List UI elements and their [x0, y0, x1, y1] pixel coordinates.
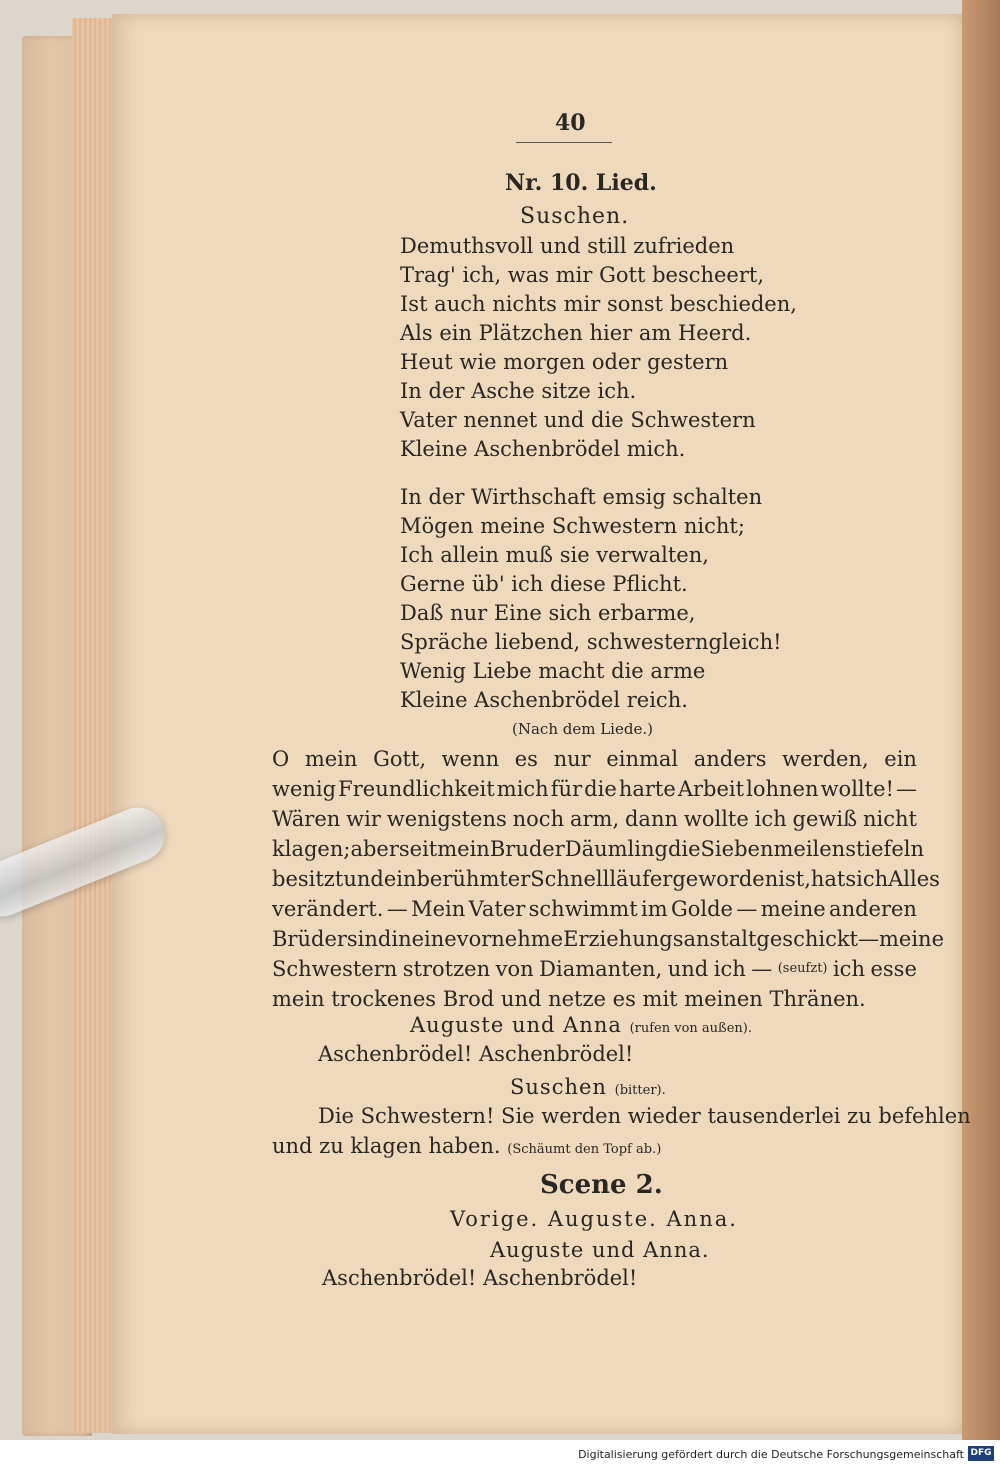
- verse-line: Kleine Aschenbrödel reich.: [400, 688, 688, 712]
- monologue-word: (seufzt): [777, 961, 828, 976]
- monologue-word: Gott,: [373, 747, 427, 771]
- monologue-word: esse: [870, 957, 917, 981]
- dfg-logo-icon: DFG: [968, 1446, 994, 1461]
- monologue-word: strotzen: [402, 957, 491, 981]
- monologue-word: Freundlichkeit: [338, 777, 495, 801]
- monologue-word: mein trockenes Brod und netze es mit meinen Thränen.: [272, 987, 866, 1011]
- cast-line: Vorige. Auguste. Anna.: [450, 1207, 738, 1231]
- monologue-word: klagen;: [272, 837, 351, 861]
- monologue-word: —: [751, 957, 773, 981]
- monologue-word: meine: [879, 927, 945, 951]
- monologue-word: sich: [845, 867, 889, 891]
- book-right-edge: [962, 0, 1000, 1440]
- verse-line: Daß nur Eine sich erbarme,: [400, 601, 696, 625]
- stage-direction: (bitter).: [614, 1083, 666, 1098]
- monologue-word: schwimmt: [528, 897, 638, 921]
- monologue-line: [272, 894, 917, 924]
- monologue-word: meine: [760, 897, 826, 921]
- shout-line-2: Aschenbrödel! Aschenbrödel!: [322, 1266, 638, 1290]
- monologue-word: im: [641, 897, 668, 921]
- monologue-word: Mein: [411, 897, 466, 921]
- monologue-word: ich: [713, 957, 746, 981]
- speaker-name: Auguste und Anna: [410, 1013, 622, 1037]
- monologue-word: von: [495, 957, 534, 981]
- monologue-word: —: [896, 777, 917, 801]
- monologue-word: ich: [754, 807, 787, 831]
- monologue-word: lohnen: [746, 777, 819, 801]
- monologue-line: [272, 924, 945, 954]
- monologue-word: ein: [884, 747, 917, 771]
- scene-title: Scene 2.: [540, 1170, 663, 1200]
- monologue-word: und: [343, 867, 384, 891]
- monologue-word: Arbeit: [677, 777, 745, 801]
- speaker-name: Suschen: [510, 1075, 607, 1099]
- monologue-word: es: [514, 747, 538, 771]
- monologue-line: [272, 744, 917, 774]
- monologue-word: geschickt: [756, 927, 858, 951]
- monologue-word: nur: [553, 747, 591, 771]
- reply-line-2: [272, 1134, 661, 1158]
- verse-1: [400, 232, 797, 464]
- monologue-word: Golde: [670, 897, 733, 921]
- monologue-word: wenn: [441, 747, 500, 771]
- monologue-word: Vater: [468, 897, 526, 921]
- reply-line-1: Die Schwestern! Sie werden wieder tausenderlei zu befehlen: [318, 1104, 971, 1128]
- monologue-line: [272, 954, 917, 984]
- page-number-rule: [516, 142, 612, 143]
- monologue-word: gewiß: [792, 807, 858, 831]
- monologue-word: vornehme: [456, 927, 564, 951]
- monologue-line: [272, 804, 917, 834]
- song-title: Nr. 10. Lied.: [505, 170, 657, 196]
- monologue-word: geworden: [672, 867, 779, 891]
- monologue-word: ist,: [778, 867, 811, 891]
- reply-text: und zu klagen haben.: [272, 1134, 501, 1158]
- page-number: 40: [555, 110, 586, 136]
- monologue-word: harte: [618, 777, 676, 801]
- verse-2: [400, 483, 782, 715]
- monologue-word: O: [272, 747, 290, 771]
- stage-direction: (Schäumt den Topf ab.): [507, 1142, 662, 1157]
- monologue-word: Schnellläufer: [530, 867, 673, 891]
- monologue-word: anderen: [829, 897, 917, 921]
- monologue-word: aber: [350, 837, 399, 861]
- monologue-word: dann: [624, 807, 678, 831]
- monologue-word: wollte: [683, 807, 749, 831]
- monologue-word: eine: [411, 927, 457, 951]
- monologue-line: [272, 864, 940, 894]
- monologue-word: Wären: [272, 807, 341, 831]
- speaker-suschen: Suschen.: [520, 204, 630, 229]
- verse-line: Wenig Liebe macht die arme: [400, 659, 706, 683]
- monologue-word: die: [667, 837, 701, 861]
- monologue-word: ich: [832, 957, 865, 981]
- stage-direction: (rufen von außen).: [629, 1021, 752, 1036]
- verse-line: In der Asche sitze ich.: [400, 379, 637, 403]
- verse-line: In der Wirthschaft emsig schalten: [400, 485, 763, 509]
- monologue-word: Diamanten,: [539, 957, 663, 981]
- monologue-word: anders: [693, 747, 767, 771]
- verse-line: Heut wie morgen oder gestern: [400, 350, 729, 374]
- monologue-word: hat: [810, 867, 846, 891]
- verse-line: Demuthsvoll und still zufrieden: [400, 234, 735, 258]
- monologue-word: für: [550, 777, 583, 801]
- monologue-word: noch: [512, 807, 565, 831]
- monologue: [272, 744, 945, 1014]
- verse-line: Spräche liebend, schwesterngleich!: [400, 630, 782, 654]
- monologue-word: Siebenmeilenstiefeln: [700, 837, 924, 861]
- verse-line: Gerne üb' ich diese Pflicht.: [400, 572, 688, 596]
- verse-line: Vater nennet und die Schwestern: [400, 408, 756, 432]
- monologue-word: sind: [346, 927, 392, 951]
- monologue-word: Brüder: [272, 927, 347, 951]
- monologue-word: und: [667, 957, 709, 981]
- monologue-word: wenig: [272, 777, 337, 801]
- verse-line: Ich allein muß sie verwalten,: [400, 543, 709, 567]
- monologue-word: mein: [437, 837, 490, 861]
- speaker-auguste-anna-2: Auguste und Anna.: [490, 1238, 710, 1262]
- verse-line: Ist auch nichts mir sonst beschieden,: [400, 292, 797, 316]
- shout-line: Aschenbrödel! Aschenbrödel!: [318, 1042, 634, 1066]
- monologue-word: wollte!: [820, 777, 894, 801]
- monologue-line: [272, 834, 924, 864]
- verse-line: Kleine Aschenbrödel mich.: [400, 437, 686, 461]
- monologue-word: seit: [398, 837, 438, 861]
- stage-direction-after-song: (Nach dem Liede.): [512, 720, 653, 738]
- monologue-word: die: [584, 777, 617, 801]
- monologue-word: —: [736, 897, 758, 921]
- monologue-word: in: [391, 927, 412, 951]
- verse-line: Mögen meine Schwestern nicht;: [400, 514, 745, 538]
- monologue-word: Schwestern: [272, 957, 398, 981]
- monologue-word: wenigstens: [386, 807, 507, 831]
- verse-line: Als ein Plätzchen hier am Heerd.: [400, 321, 752, 345]
- monologue-word: Erziehungsanstalt: [563, 927, 757, 951]
- monologue-word: einmal: [606, 747, 679, 771]
- monologue-word: ein: [383, 867, 417, 891]
- monologue-word: —: [858, 927, 879, 951]
- monologue-word: Bruder: [489, 837, 565, 861]
- monologue-word: mich: [496, 777, 549, 801]
- monologue-word: Däumling: [564, 837, 668, 861]
- monologue-word: Alles: [888, 867, 940, 891]
- monologue-word: —: [386, 897, 408, 921]
- monologue-word: werden,: [782, 747, 869, 771]
- monologue-word: wir: [346, 807, 381, 831]
- monologue-line: [272, 774, 917, 804]
- verse-line: Trag' ich, was mir Gott bescheert,: [400, 263, 765, 287]
- monologue-word: besitzt: [272, 867, 344, 891]
- monologue-word: verändert.: [272, 897, 384, 921]
- monologue-word: mein: [304, 747, 358, 771]
- footer-credit: Digitalisierung gefördert durch die Deutsche Forschungsgemeinschaft: [578, 1448, 964, 1461]
- monologue-word: berühmter: [416, 867, 531, 891]
- speaker-suschen-bitter: [510, 1075, 666, 1099]
- monologue-line: [272, 984, 917, 1014]
- monologue-word: nicht: [862, 807, 917, 831]
- speaker-auguste-anna: [410, 1013, 752, 1037]
- monologue-word: arm,: [569, 807, 620, 831]
